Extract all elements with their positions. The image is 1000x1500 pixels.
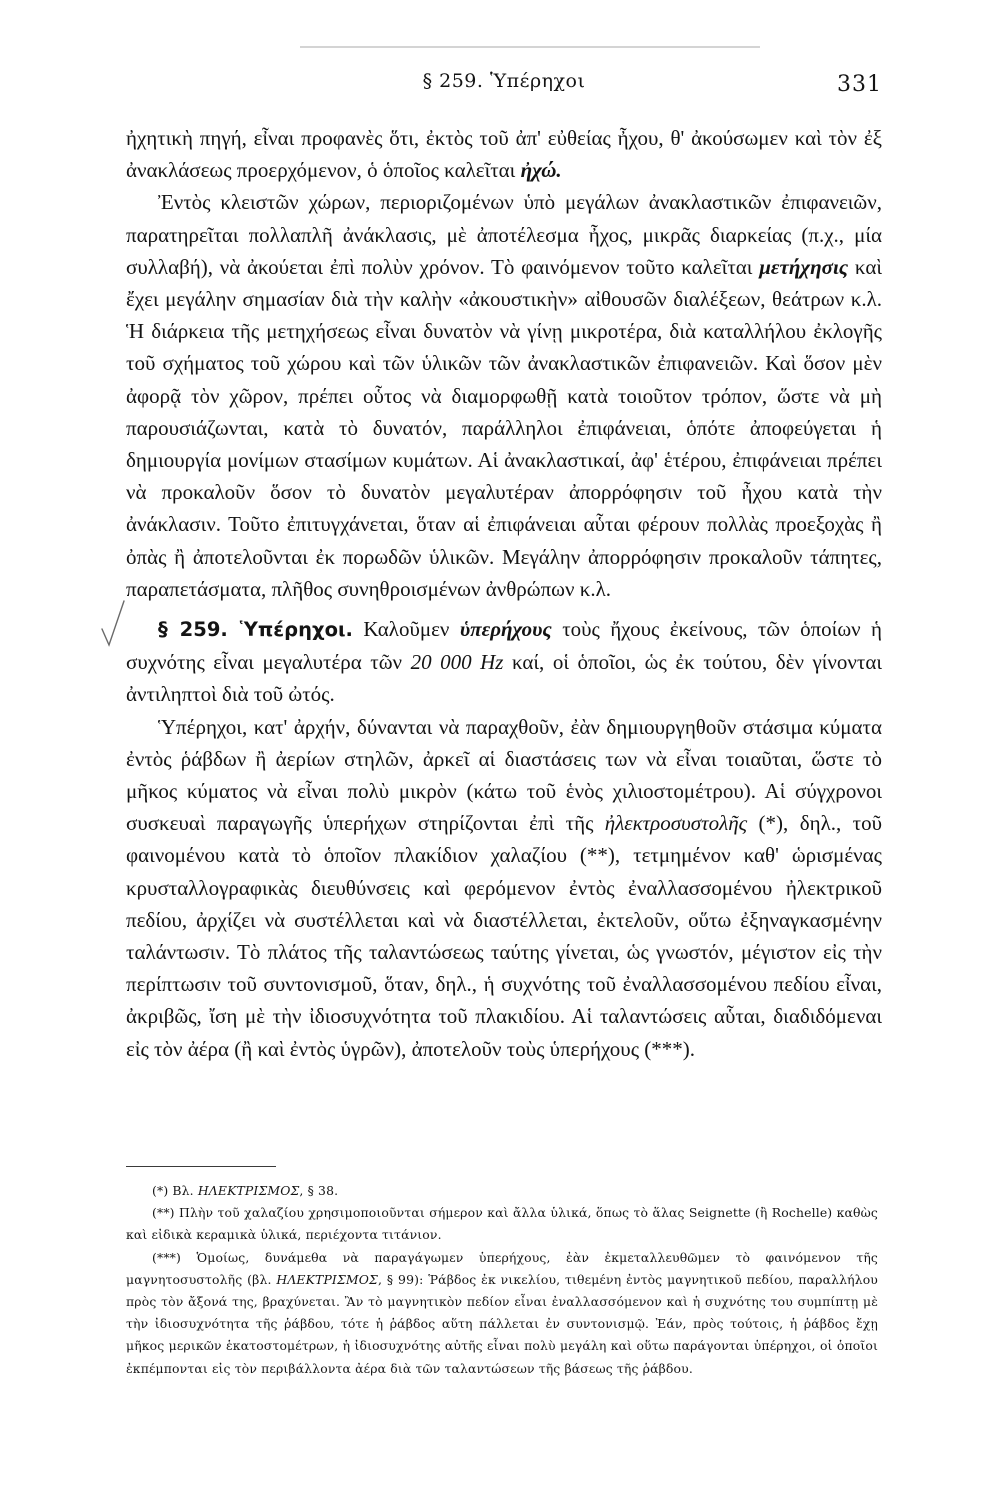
footnote-text: Πλὴν τοῦ χαλαζίου χρησιμοποιοῦνται σήμερον καὶ ἄλλα ὑλικά, ὅπως τὸ ἅλας Seignette (ἢ Rochelle) καθὼς καὶ εἰδικὰ κεραμικὰ ὑλικά, περιέχοντα τιτάνιον. — [126, 1205, 878, 1243]
running-header — [126, 70, 882, 102]
term-reverberation: μετήχησις — [759, 254, 849, 279]
page-number: 331 — [837, 72, 882, 97]
text-run: Καλοῦμεν — [352, 617, 460, 642]
section-heading: § 259. Ὑπέρηχοι. — [158, 618, 353, 642]
handwritten-check-mark — [98, 599, 128, 649]
main-text — [126, 122, 882, 1065]
paragraph-reverberation — [126, 186, 882, 605]
footnote-marker: (***) Ὁμοίως, δυνάμεθα νὰ παραγάγωμεν ὑπερήχους, ἐὰν ἐκμεταλλευθῶμεν τὸ φαινόμενον τῆς μαγνητοσυστολῆς (βλ. — [126, 1249, 878, 1287]
text-run: τοὺς ἤχους ἐκείνους, τῶν ὁποίων ἡ συχνότης εἶναι μεγαλυτέρα τῶν — [126, 617, 883, 675]
running-title: § 259. Ὑπέρηχοι — [422, 70, 586, 92]
text-run: Ἐντὸς κλειστῶν χώρων, περιοριζομένων ὑπὸ μεγάλων ἀνακλαστικῶν ἐπιφανειῶν, παρατηρεῖται πολλαπλῆ ἀνάκλασις, μὲ ἀποτέλεσμα ἦχος, μικρᾶς διαρκείας (π.χ., μία συλλαβή), νὰ ἀκούεται ἐπὶ πολὺν χρόνον. Τὸ φαινόμενον τοῦτο καλεῖται — [126, 190, 882, 279]
text-run: Ὑπέρηχοι, κατ' ἀρχήν, δύνανται νὰ παραχθοῦν, ἐὰν δημιουργηθοῦν στάσιμα κύματα ἐντὸς ῥάβδων ἢ ἀερίων στηλῶν, ἀρκεῖ αἱ διαστάσεις των νὰ εἶναι τοιαῦται, ὥστε τὸ μῆκος κύματος νὰ εἶναι πολὺ μικρὸν (κάτω τοῦ ἑνὸς χιλιοστομέτρου). Αἱ σύγχρονοι συσκευαὶ παραγωγῆς ὑπερήχων στηρίζονται ἐπὶ τῆς — [126, 714, 882, 836]
footnote-reference: ΗΛΕΚΤΡΙΣΜΟΣ — [276, 1271, 378, 1287]
term-electrostriction: ἠλεκτροσυστολῆς — [604, 811, 748, 836]
footnote-3 — [126, 1247, 878, 1380]
footnote-1 — [126, 1180, 878, 1202]
paragraph-ultrasound-definition — [126, 613, 882, 711]
text-run: καί, οἱ ὁποῖοι, ὡς ἐκ τούτου, δὲν γίνονται ἀντιληπτοὶ διὰ τοῦ ὠτός. — [126, 650, 882, 707]
paragraph-echo — [126, 122, 882, 186]
footnote-2 — [126, 1202, 878, 1246]
section-gap — [126, 605, 882, 613]
footnote-marker: (**) — [152, 1205, 179, 1221]
footnote-divider — [126, 1166, 276, 1167]
paragraph-ultrasound-production — [126, 711, 882, 1065]
footnote-reference: ΗΛΕΚΤΡΙΣΜΟΣ — [197, 1183, 300, 1198]
term-ultrasound: ὑπερήχους — [459, 617, 552, 642]
frequency-value: 20 000 Hz — [410, 650, 504, 675]
text-run: καὶ ἔχει μεγάλην σημασίαν διὰ τὴν καλὴν «ἀκουστικὴν» αἰθουσῶν διαλέξεων, θεάτρων κ.λ. Ἡ διάρκεια τῆς μετηχήσεως εἶναι δυνατὸν νὰ γίνῃ μικροτέρα, διὰ καταλλήλου ἐκλογῆς τοῦ σχήματος τοῦ χώρου καὶ τῶν ὑλικῶν τῶν ἀνακλαστικῶν ἐπιφανειῶν. Καὶ ὅσον μὲν ἀφορᾷ τὸν χῶρον, πρέπει οὗτος νὰ διαμορφωθῇ κατὰ τοιοῦτον τρόπον, ὥστε νὰ μὴ παρουσιάζωνται, κατὰ τὸ δυνατόν, παράλληλοι ἐπιφάνειαι, ὁπότε ἀποφεύγεται ἡ δημιουργία μονίμων στασίμων κυμάτων. Αἱ ἀνακλαστικαί, ἀφ' ἑτέρου, ἐπιφάνειαι πρέπει νὰ προκαλοῦν ὅσον τὸ δυνατὸν μεγαλυτέραν ἀπορρόφησιν τοῦ ἦχου κατὰ τὴν ἀνάκλασιν. Τοῦτο ἐπιτυγχάνεται, ὅταν αἱ ἐπιφάνειαι αὗται φέρουν πολλὰς προεξοχὰς ἢ ὀπὰς ἢ ἀποτελοῦνται ἐκ πορωδῶν ὑλικῶν. Μεγάλην ἀπορρόφησιν προκαλοῦν τάπητες, παραπετάσματα, πλῆθος συνηθροισμένων ἀνθρώπων κ.λ. — [126, 254, 882, 601]
footnote-marker: (*) Βλ. — [152, 1183, 198, 1198]
footnotes — [126, 1180, 878, 1380]
footnote-text: , § 99): Ῥάβδος ἐκ νικελίου, τιθεμένη ἐντὸς μαγνητικοῦ πεδίου, παραλλήλου πρὸς τὸν ἄξονά της, βραχύνεται. Ἂν τὸ μαγνητικὸν πεδίον εἶναι ἐναλλασσόμενον καὶ ἡ συχνότης του συμπίπτῃ μὲ τὴν ἰδιοσυχνότητα τῆς ῥάβδου, τότε ἡ ῥάβδος αὕτη πάλλεται ἐν συντονισμῷ. Ἐάν, πρὸς τούτοις, ἡ ῥάβδος ἔχῃ μῆκος μερικῶν ἑκατοστομέτρων, ἡ ἰδιοσυχνότης αὐτῆς εἶναι πολὺ μεγάλη καὶ οὕτω παράγονται ὑπέρηχοι, οἱ ὁποῖοι ἐκπέμπονται εἰς τὸν περιβάλλοντα ἀέρα διὰ τῶν ταλαντώσεων τῆς βάσεως τῆς ῥάβδου. — [126, 1271, 878, 1376]
footnote-text: , § 38. — [299, 1183, 339, 1198]
text-run: ἠχητικὴ πηγή, εἶναι προφανὲς ὅτι, ἐκτὸς τοῦ ἀπ' εὐθείας ἦχου, θ' ἀκούσωμεν καὶ τὸν ἐξ ἀνακλάσεως προερχόμενον, ὁ ὁποῖος καλεῖται — [126, 126, 882, 183]
term-echo: ἠχώ. — [520, 158, 562, 183]
text-run: (*), δηλ., τοῦ φαινομένου κατὰ τὸ ὁποῖον πλακίδιον χαλαζίου (**), τετμημένον καθ' ὡρισμένας κρυσταλλογραφικὰς διευθύνσεις καὶ φερόμενον ἐντὸς ἐναλλασσομένου ἠλεκτρικοῦ πεδίου, ἀρχίζει νὰ συστέλλεται καὶ νὰ διαστέλλεται, ἐκτελοῦν, οὕτω ἐξηναγκασμένην ταλάντωσιν. Τὸ πλάτος τῆς ταλαντώσεως ταύτης γίνεται, ὡς γνωστόν, μέγιστον εἰς τὴν περίπτωσιν τοῦ συντονισμοῦ, ὅταν, δηλ., ἡ συχνότης τοῦ ἐναλλασσομένου πεδίου εἶναι, ἀκριβῶς, ἴση μὲ τὴν ἰδιοσυχνότητα τοῦ πλακιδίου. Αἱ ταλαντώσεις αὗται, διαδιδόμεναι εἰς τὸν ἀέρα (ἢ καὶ ἐντὸς ὑγρῶν), ἀποτελοῦν τοὺς ὑπερήχους (***). — [126, 811, 882, 1061]
scan-artifact — [300, 46, 760, 48]
